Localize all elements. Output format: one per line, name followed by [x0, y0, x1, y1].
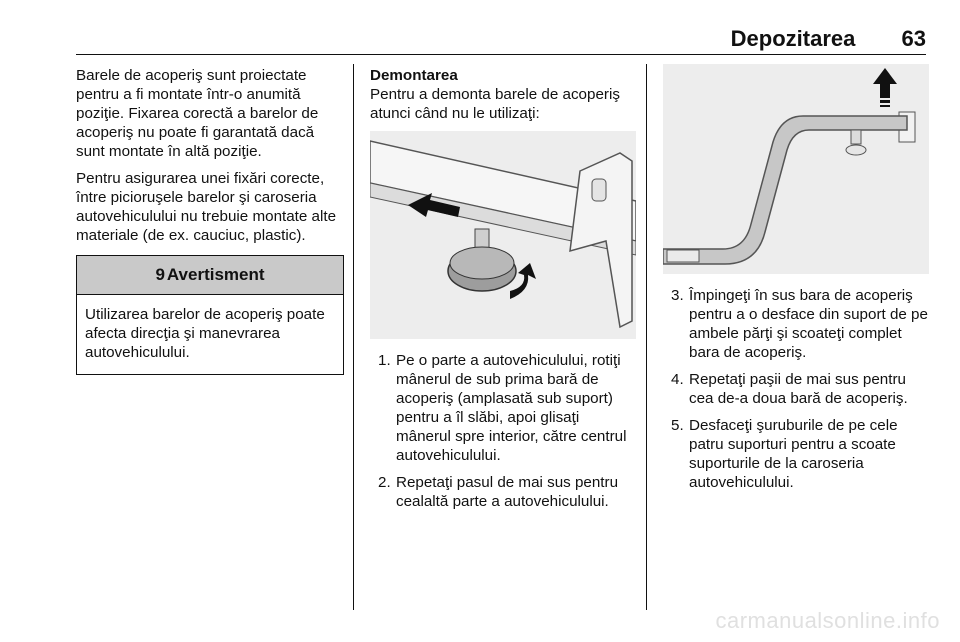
paragraph-correct-fixing: Pentru asigurarea unei fixări corecte, între picioruşele barelor şi caroseria autovehiculului nu trebuie montate alte materiale (de ex. cauciuc, plastic).: [76, 170, 337, 244]
removal-steps-list-continued: [663, 286, 929, 492]
list-item: 4. Repetaţi paşii de mai sus pentru cea de-a doua bară de acoperiş.: [671, 371, 908, 407]
warning-title: Avertisment: [166, 265, 265, 284]
removal-steps-list: [370, 351, 636, 511]
section-title: Depozitarea: [730, 26, 856, 51]
removal-heading: Demontarea: [370, 67, 458, 84]
figure-bar-lift: [663, 64, 929, 274]
removal-intro: Pentru a demonta barele de acoperiş atunci când nu le utilizaţi:: [370, 86, 620, 122]
column-1: [76, 66, 344, 375]
column-2: [370, 66, 636, 519]
column-divider-2: [646, 64, 647, 610]
warning-header: [77, 256, 343, 295]
list-item: 2. Repetaţi pasul de mai sus pentru cealaltă parte a autovehiculului.: [378, 474, 619, 510]
paragraph-mounting-position: Barele de acoperiş sunt proiectate pentru a fi montate într-o anumită poziţie. Fixarea corectă a barelor de acoperiş nu poate fi garantată dacă sunt montate în altă poziţie.: [76, 67, 319, 160]
warning-body: Utilizarea barelor de acoperiş poate afecta direcţia şi manevrarea autovehiculului.: [85, 306, 325, 361]
column-divider-1: [353, 64, 354, 610]
page-header: [731, 26, 926, 52]
list-item: 5. Desfaceţi şuruburile de pe cele patru suporturi pentru a scoate suporturile de la caroseria autovehiculului.: [671, 417, 898, 491]
header-rule: [76, 54, 926, 55]
list-item: 3. Împingeţi în sus bara de acoperiş pentru a o desface din suport de pe ambele părţi şi scoateţi complet bara de acoperiş.: [671, 287, 928, 361]
column-3: [663, 64, 929, 500]
lift-arrow: [873, 68, 897, 98]
warning-box: [76, 255, 344, 375]
warning-icon: 9: [155, 265, 165, 284]
list-item: 1. Pe o parte a autovehiculului, rotiţi mânerul de sub prima bară de acoperiş (amplasată sub suport) pentru a îl slăbi, apoi glisaţi mânerul spre interior, către centrul autovehiculului.: [378, 352, 627, 464]
watermark: carmanualsonline.info: [715, 608, 940, 633]
page-number: 63: [901, 26, 926, 51]
roof-bar-shape: [663, 116, 907, 264]
figure-knob-release: [370, 131, 636, 339]
